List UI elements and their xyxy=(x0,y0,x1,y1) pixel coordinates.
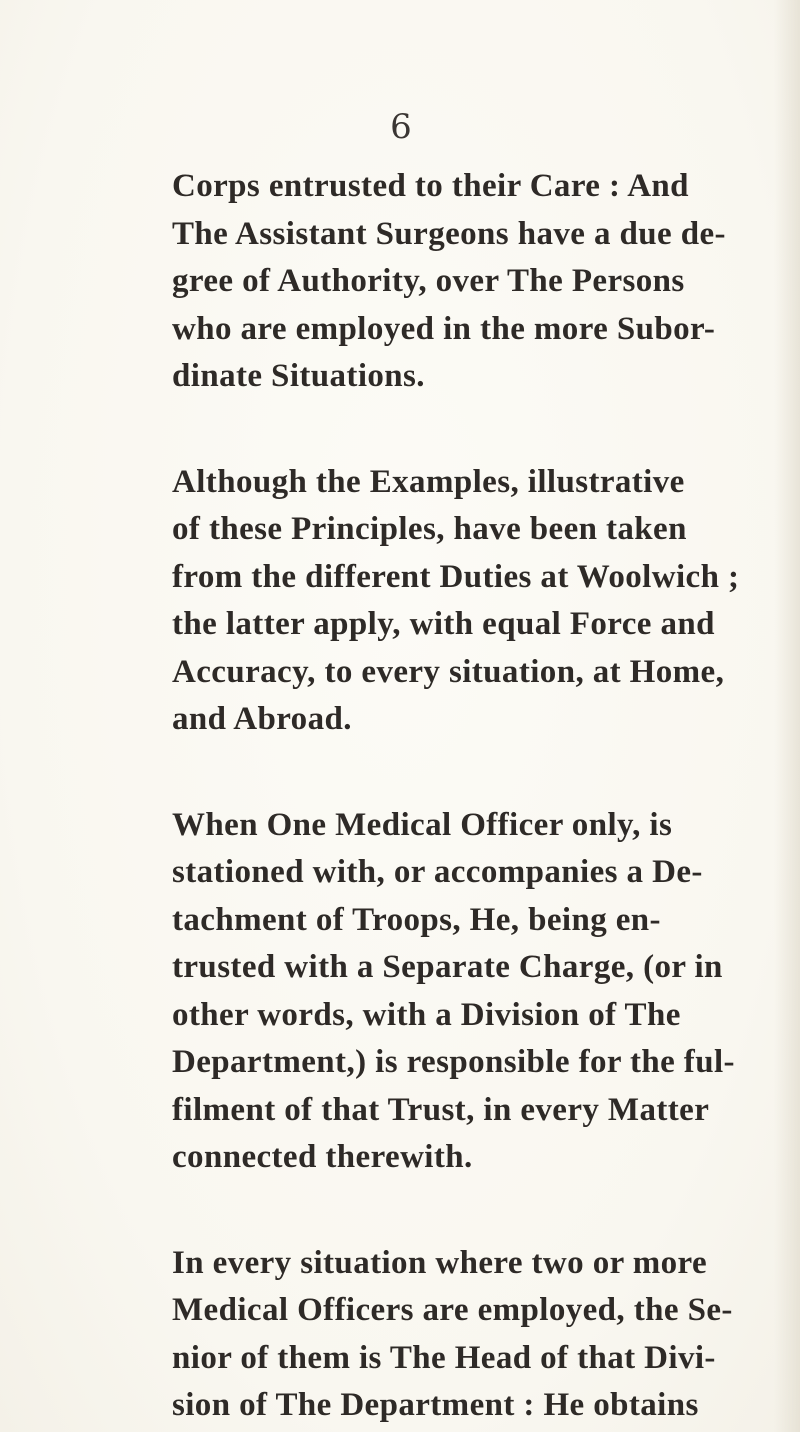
paragraph-2 xyxy=(172,459,772,744)
text-line: nior of them is The Head of that Divi- xyxy=(172,1339,716,1376)
page-edge-shadow xyxy=(774,0,800,1432)
paragraph-gap xyxy=(172,744,772,802)
text-line: sion of The Department : He obtains xyxy=(172,1387,699,1423)
text-line: Accuracy, to every situation, at Home, xyxy=(172,653,725,690)
text-line: Department,) is responsible for the ful- xyxy=(172,1044,735,1080)
text-line: the latter apply, with equal Force and xyxy=(172,606,715,642)
text-line: When One Medical Officer only, is xyxy=(172,806,673,843)
paragraph-1 xyxy=(172,163,772,401)
text-line: The Assistant Surgeons have a due de- xyxy=(172,215,726,252)
paragraph-gap xyxy=(172,401,772,459)
text-line: In every situation where two or more xyxy=(172,1244,707,1281)
paragraph-3 xyxy=(172,802,772,1182)
page-number: 6 xyxy=(390,107,412,147)
text-line: Medical Officers are employed, the Se- xyxy=(172,1292,733,1328)
text-line: Corps entrusted to their Care : And xyxy=(172,168,689,204)
text-line: Although the Examples, illustrative xyxy=(172,463,685,500)
text-line: filment of that Trust, in every Matter xyxy=(172,1091,710,1128)
text-line: gree of Authority, over The Persons xyxy=(172,263,685,299)
text-line: of these Principles, have been taken xyxy=(172,511,687,547)
text-line: dinate Situations. xyxy=(172,358,425,394)
text-line: from the different Duties at Woolwich ; xyxy=(172,558,740,595)
body-text xyxy=(172,163,772,1430)
paragraph-gap xyxy=(172,1182,772,1240)
text-line: other words, with a Division of The xyxy=(172,996,681,1033)
text-line: connected therewith. xyxy=(172,1139,473,1175)
text-line: tachment of Troops, He, being en- xyxy=(172,901,661,938)
text-line: and Abroad. xyxy=(172,701,352,737)
paragraph-4 xyxy=(172,1240,772,1430)
text-line: stationed with, or accompanies a De- xyxy=(172,854,703,890)
text-line: trusted with a Separate Charge, (or in xyxy=(172,949,723,985)
text-line: who are employed in the more Subor- xyxy=(172,310,716,347)
